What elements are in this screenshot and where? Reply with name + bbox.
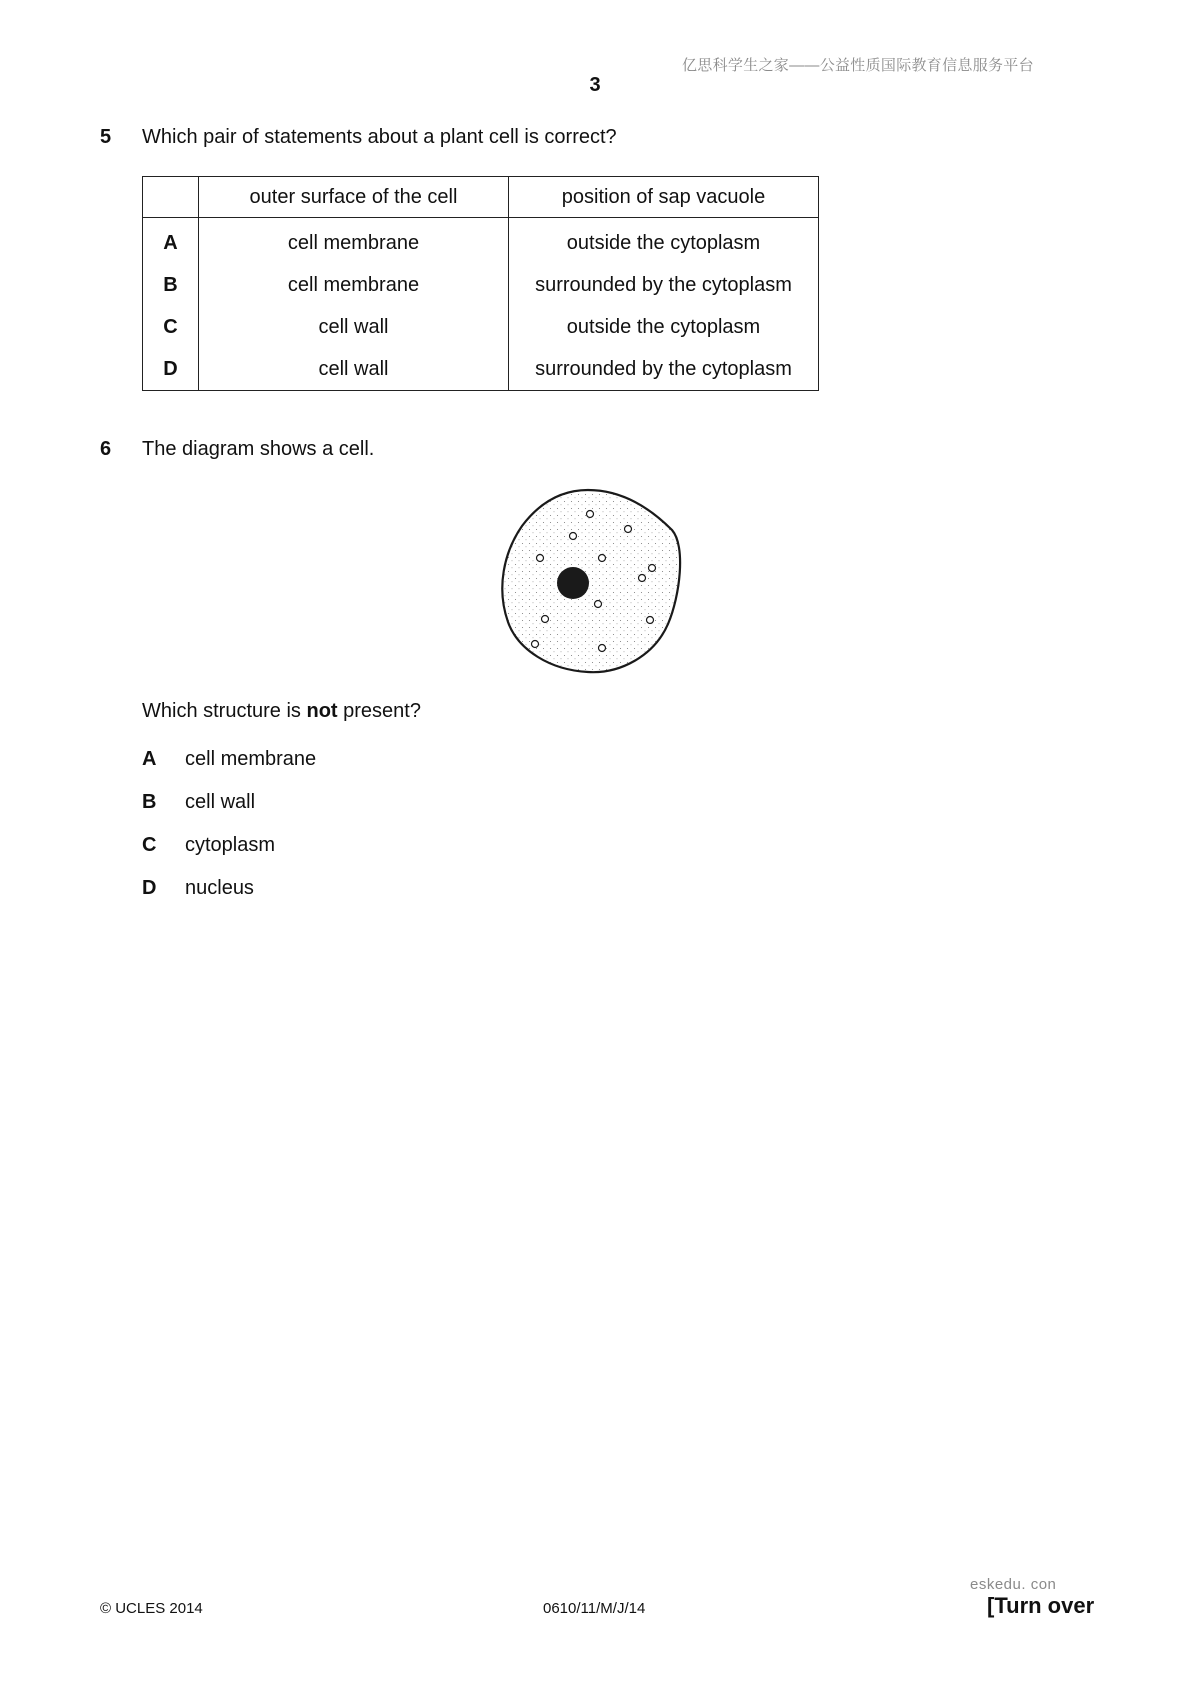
prompt-after: present?	[337, 700, 421, 722]
option-c	[142, 834, 275, 857]
row-sap-vacuole: surrounded by the cytoplasm	[509, 264, 819, 306]
row-outer-surface: cell membrane	[199, 264, 509, 306]
row-letter: C	[143, 306, 199, 348]
option-text: nucleus	[185, 877, 254, 899]
option-text: cytoplasm	[185, 834, 276, 856]
table-row	[143, 264, 819, 306]
table-header-outer-surface: outer surface of the cell	[199, 177, 509, 218]
option-letter: D	[142, 877, 157, 899]
table-header-row	[143, 177, 819, 218]
row-letter: A	[143, 218, 199, 265]
table-header-letter	[143, 177, 199, 218]
row-sap-vacuole: outside the cytoplasm	[509, 306, 819, 348]
footer-paper-code: 0610/11/M/J/14	[543, 1600, 646, 1617]
question-6-intro: The diagram shows a cell.	[142, 438, 375, 460]
table-row	[143, 306, 819, 348]
footer-site-watermark: eskedu. con	[970, 1576, 1057, 1593]
option-a	[142, 748, 316, 771]
table-header-sap-vacuole: position of sap vacuole	[509, 177, 819, 218]
row-outer-surface: cell membrane	[199, 218, 509, 265]
prompt-emphasis: not	[306, 700, 338, 722]
option-b	[142, 791, 255, 814]
question-6-number: 6	[100, 438, 112, 460]
option-letter: A	[142, 748, 157, 770]
watermark-text: 亿思科学生之家——公益性质国际教育信息服务平台	[682, 57, 1034, 74]
question-6-prompt	[142, 700, 421, 723]
row-sap-vacuole: outside the cytoplasm	[509, 218, 819, 265]
turn-over-label: [Turn over	[987, 1593, 1095, 1618]
option-d	[142, 877, 254, 900]
option-letter: C	[142, 834, 157, 856]
option-text: cell wall	[185, 791, 256, 813]
nucleus-shape	[557, 567, 589, 599]
animal-cell-diagram	[500, 486, 690, 676]
option-text: cell membrane	[185, 748, 317, 770]
footer-copyright: © UCLES 2014	[100, 1600, 203, 1617]
table-row	[143, 218, 819, 265]
table-row	[143, 348, 819, 391]
question-5-text: Which pair of statements about a plant cell is correct?	[142, 126, 617, 148]
prompt-before: Which structure is	[142, 700, 307, 722]
row-outer-surface: cell wall	[199, 306, 509, 348]
row-outer-surface: cell wall	[199, 348, 509, 391]
page-number: 3	[589, 74, 601, 96]
row-letter: D	[143, 348, 199, 391]
question-5-number: 5	[100, 126, 112, 148]
row-letter: B	[143, 264, 199, 306]
question-5-table	[142, 176, 819, 391]
row-sap-vacuole: surrounded by the cytoplasm	[509, 348, 819, 391]
option-letter: B	[142, 791, 157, 813]
